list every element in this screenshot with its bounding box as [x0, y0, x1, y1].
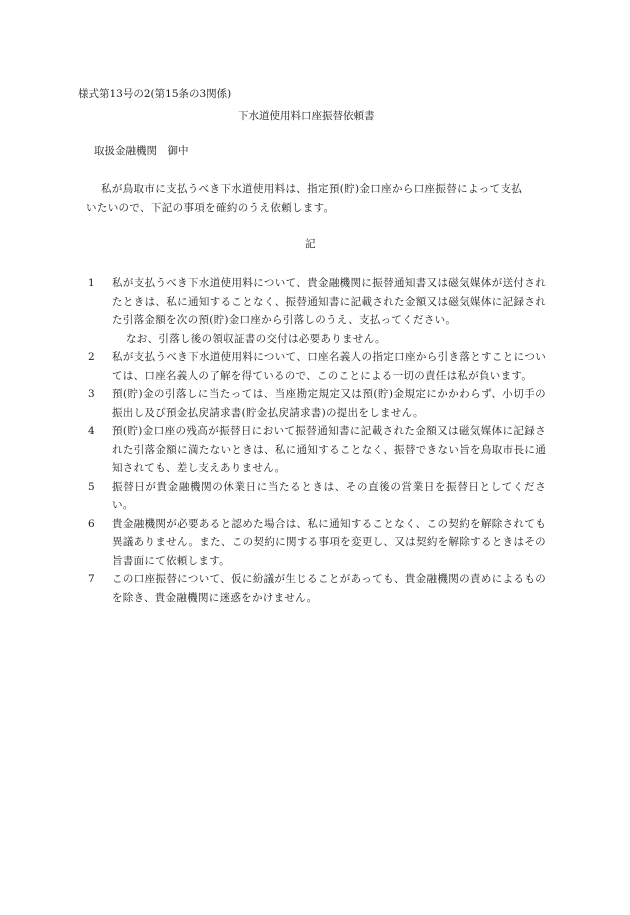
- clause-item: [86, 515, 546, 571]
- clause-text: 振替日が貴金融機関の休業日に当たるときは、その直後の営業日を振替日としてください。: [112, 480, 546, 511]
- clause-list: [86, 274, 546, 607]
- clause-item: [86, 348, 546, 385]
- clause-item: [86, 274, 546, 330]
- clause-number: 6: [88, 517, 95, 530]
- clause-number: 2: [88, 351, 95, 363]
- clause-number: 5: [88, 480, 95, 493]
- clause-text: 私が支払うべき下水道使用料について、貴金融機関に振替通知書又は磁気媒体が送付されたときは、私に通知することなく、振替通知書に記載された金額又は磁気媒体に記録された引落金額を次の預(貯)金口座から引落しのうえ、支払ってください。: [112, 277, 546, 326]
- clause-text: 預(貯)金の引落しに当たっては、当座勘定規定又は預(貯)金規定にかかわらず、小切手の振出し及び預金払戻請求書(貯金払戻請求書)の提出をしません。: [112, 388, 546, 419]
- clause-text: 貴金融機関が必要あると認めた場合は、私に通知することなく、この契約を解除されても異議ありません。また、この契約に関する事項を変更し、又は契約を解除するときはその旨書面にて依頼します。: [112, 517, 546, 567]
- clause-text: 私が支払うべき下水道使用料について、口座名義人の指定口座から引き落とすことについては、口座名義人の了解を得ているので、このことによる一切の責任は私が負います。: [112, 351, 546, 382]
- intro-paragraph: 私が鳥取市に支払うべき下水道使用料は、指定預(貯)金口座から口座振替によって支払いたいので、下記の事項を確約のうえ依頼します。: [86, 183, 523, 214]
- clause-item: [86, 422, 546, 478]
- clause-note: なお、引落し後の領収証書の交付は必要ありません。: [126, 332, 386, 345]
- clause-item: [86, 570, 546, 607]
- clause-number: 4: [88, 425, 95, 437]
- addressee: 取扱金融機関 御中: [94, 145, 189, 157]
- clause-number: 1: [88, 277, 95, 289]
- clause-text: 預(貯)金口座の残高が振替日において振替通知書に記載された金額又は磁気媒体に記録された引落金額に満たないときは、私に通知することなく、振替できない旨を鳥取市長に通知されても、差し支えありません。: [112, 425, 546, 474]
- clause-number: 3: [88, 388, 95, 400]
- clause-number: 7: [88, 573, 95, 585]
- clause-item: [86, 385, 546, 422]
- clause-text: この口座振替について、仮に紛議が生じることがあっても、貴金融機関の責めによるものを除き、貴金融機関に迷惑をかけません。: [112, 573, 546, 604]
- ki-heading: 記: [305, 238, 316, 250]
- document-title: 下水道使用料口座振替依頼書: [238, 110, 375, 122]
- clause-item: [86, 478, 546, 515]
- form-number: 様式第13号の2(第15条の3関係): [78, 88, 232, 100]
